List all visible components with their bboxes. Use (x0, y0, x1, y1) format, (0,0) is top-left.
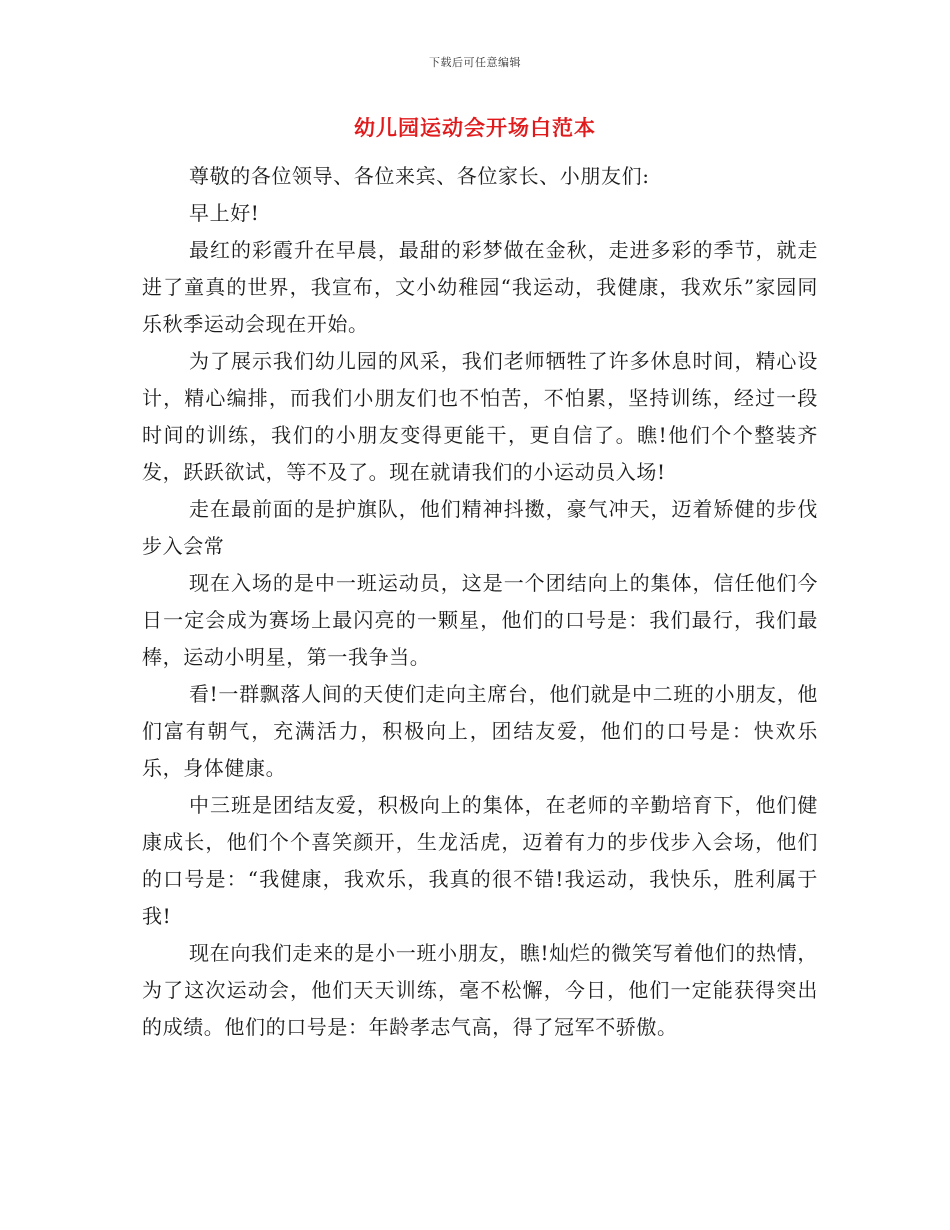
paragraph-greeting: 早上好! (189, 201, 260, 225)
paragraph-flag-team: 走在最前面的是护旗队，他们精神抖擞，豪气冲天，迈着矫健的步伐步入会常 (142, 497, 818, 558)
document-title: 幼儿园运动会开场白范本 (354, 115, 596, 140)
header-note: 下载后可任意编辑 (429, 56, 521, 69)
paragraph-opening: 最红的彩霞升在早晨，最甜的彩梦做在金秋，走进多彩的季节，就走进了童真的世界，我宣布，文小幼稚园“我运动，我健康，我欢乐”家园同乐秋季运动会现在开始。 (142, 238, 818, 336)
paragraph-class-mid-2: 看!一群飘落人间的天使们走向主席台，他们就是中二班的小朋友，他们富有朝气，充满活力，积极向上，团结友爱，他们的口号是：快欢乐乐，身体健康。 (142, 682, 818, 780)
paragraph-class-mid-1: 现在入场的是中一班运动员，这是一个团结向上的集体，信任他们今日一定会成为赛场上最闪亮的一颗星，他们的口号是：我们最行，我们最棒，运动小明星，第一我争当。 (142, 571, 818, 669)
paragraph-class-small-1: 现在向我们走来的是小一班小朋友，瞧!灿烂的微笑写着他们的热情，为了这次运动会，他们天天训练，毫不松懈，今日，他们一定能获得突出的成绩。他们的口号是：年龄孝志气高，得了冠军不骄傲。 (142, 941, 818, 1039)
paragraph-showcase: 为了展示我们幼儿园的风采，我们老师牺牲了许多休息时间，精心设计，精心编排，而我们小朋友们也不怕苦，不怕累，坚持训练，经过一段时间的训练，我们的小朋友变得更能干，更自信了。瞧!他们个个整装齐发，跃跃欲试，等不及了。现在就请我们的小运动员入场! (142, 349, 818, 484)
document-body (142, 158, 818, 1046)
paragraph-class-mid-3: 中三班是团结友爱，积极向上的集体，在老师的辛勤培育下，他们健康成长，他们个个喜笑颜开，生龙活虎，迈着有力的步伐步入会场，他们的口号是：“我健康，我欢乐，我真的很不错!我运动，我快乐，胜利属于我! (142, 793, 818, 928)
paragraph-salutation: 尊敬的各位领导、各位来宾、各位家长、小朋友们: (189, 164, 650, 188)
